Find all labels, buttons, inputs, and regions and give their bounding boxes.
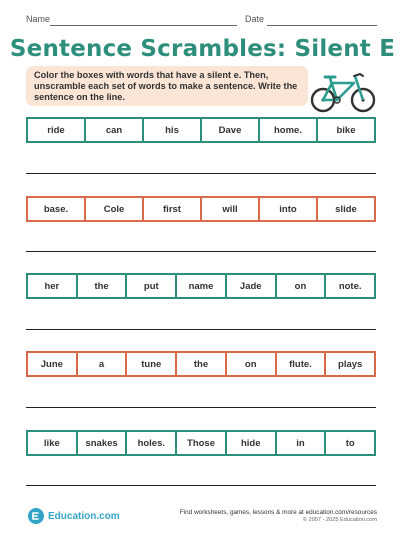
word-box[interactable]: will <box>200 198 258 220</box>
word-box[interactable]: home. <box>258 119 316 141</box>
footer-copyright: © 2007 - 2025 Education.com <box>302 517 377 523</box>
name-date-header <box>0 14 405 28</box>
word-box[interactable]: bike <box>316 119 374 141</box>
answer-line-1[interactable] <box>26 173 376 174</box>
name-label: Name <box>26 14 51 24</box>
word-box[interactable]: base. <box>43 203 69 215</box>
answer-line-3[interactable] <box>26 329 376 330</box>
word-box[interactable]: Those <box>175 432 225 454</box>
word-box[interactable]: plays <box>324 353 374 375</box>
date-line[interactable] <box>267 25 377 26</box>
worksheet-title: Sentence Scrambles: Silent E <box>9 36 396 62</box>
word-box[interactable]: into <box>258 198 316 220</box>
answer-line-2[interactable] <box>26 251 376 252</box>
answer-line-4[interactable] <box>26 407 376 408</box>
word-box[interactable]: name <box>175 275 225 297</box>
word-row-3 <box>26 273 376 299</box>
word-box[interactable]: like <box>43 437 60 449</box>
footer-info <box>180 509 377 523</box>
word-box[interactable]: hide <box>225 432 275 454</box>
word-row-5 <box>26 430 376 456</box>
word-box[interactable]: in <box>275 432 325 454</box>
word-row-2 <box>26 196 376 222</box>
footer-tagline[interactable]: Find worksheets, games, lessons & more at education.com/resources <box>179 509 377 516</box>
word-box[interactable]: snakes <box>76 432 126 454</box>
word-box[interactable]: his <box>142 119 200 141</box>
word-box[interactable]: a <box>76 353 126 375</box>
word-box[interactable]: the <box>76 275 126 297</box>
word-box[interactable]: flute. <box>275 353 325 375</box>
word-box[interactable]: Jade <box>225 275 275 297</box>
word-box[interactable]: Cole <box>84 198 142 220</box>
education-logo-text: Education.com <box>48 510 120 522</box>
word-box[interactable]: the <box>175 353 225 375</box>
word-box[interactable]: tune <box>125 353 175 375</box>
word-box[interactable]: June <box>40 358 63 370</box>
word-box[interactable]: slide <box>316 198 374 220</box>
word-box[interactable]: her <box>44 280 60 292</box>
bicycle-icon <box>310 70 376 114</box>
education-logo[interactable] <box>28 508 120 524</box>
date-label: Date <box>245 14 265 24</box>
name-line[interactable] <box>50 25 237 26</box>
education-logo-icon <box>28 508 44 524</box>
word-box[interactable]: put <box>125 275 175 297</box>
word-box[interactable]: holes. <box>125 432 175 454</box>
word-box[interactable]: first <box>142 198 200 220</box>
word-row-4 <box>26 351 376 377</box>
word-box[interactable]: on <box>275 275 325 297</box>
word-box[interactable]: can <box>84 119 142 141</box>
word-box[interactable]: on <box>225 353 275 375</box>
word-box[interactable]: note. <box>324 275 374 297</box>
instructions-box: Color the boxes with words that have a silent e. Then, unscramble each set of words to make a sentence. Write the sentence on the line. <box>26 66 308 106</box>
word-box[interactable]: to <box>324 432 374 454</box>
word-box[interactable]: Dave <box>200 119 258 141</box>
word-row-1 <box>26 117 376 143</box>
word-box[interactable]: ride <box>47 124 65 136</box>
answer-line-5[interactable] <box>26 485 376 486</box>
